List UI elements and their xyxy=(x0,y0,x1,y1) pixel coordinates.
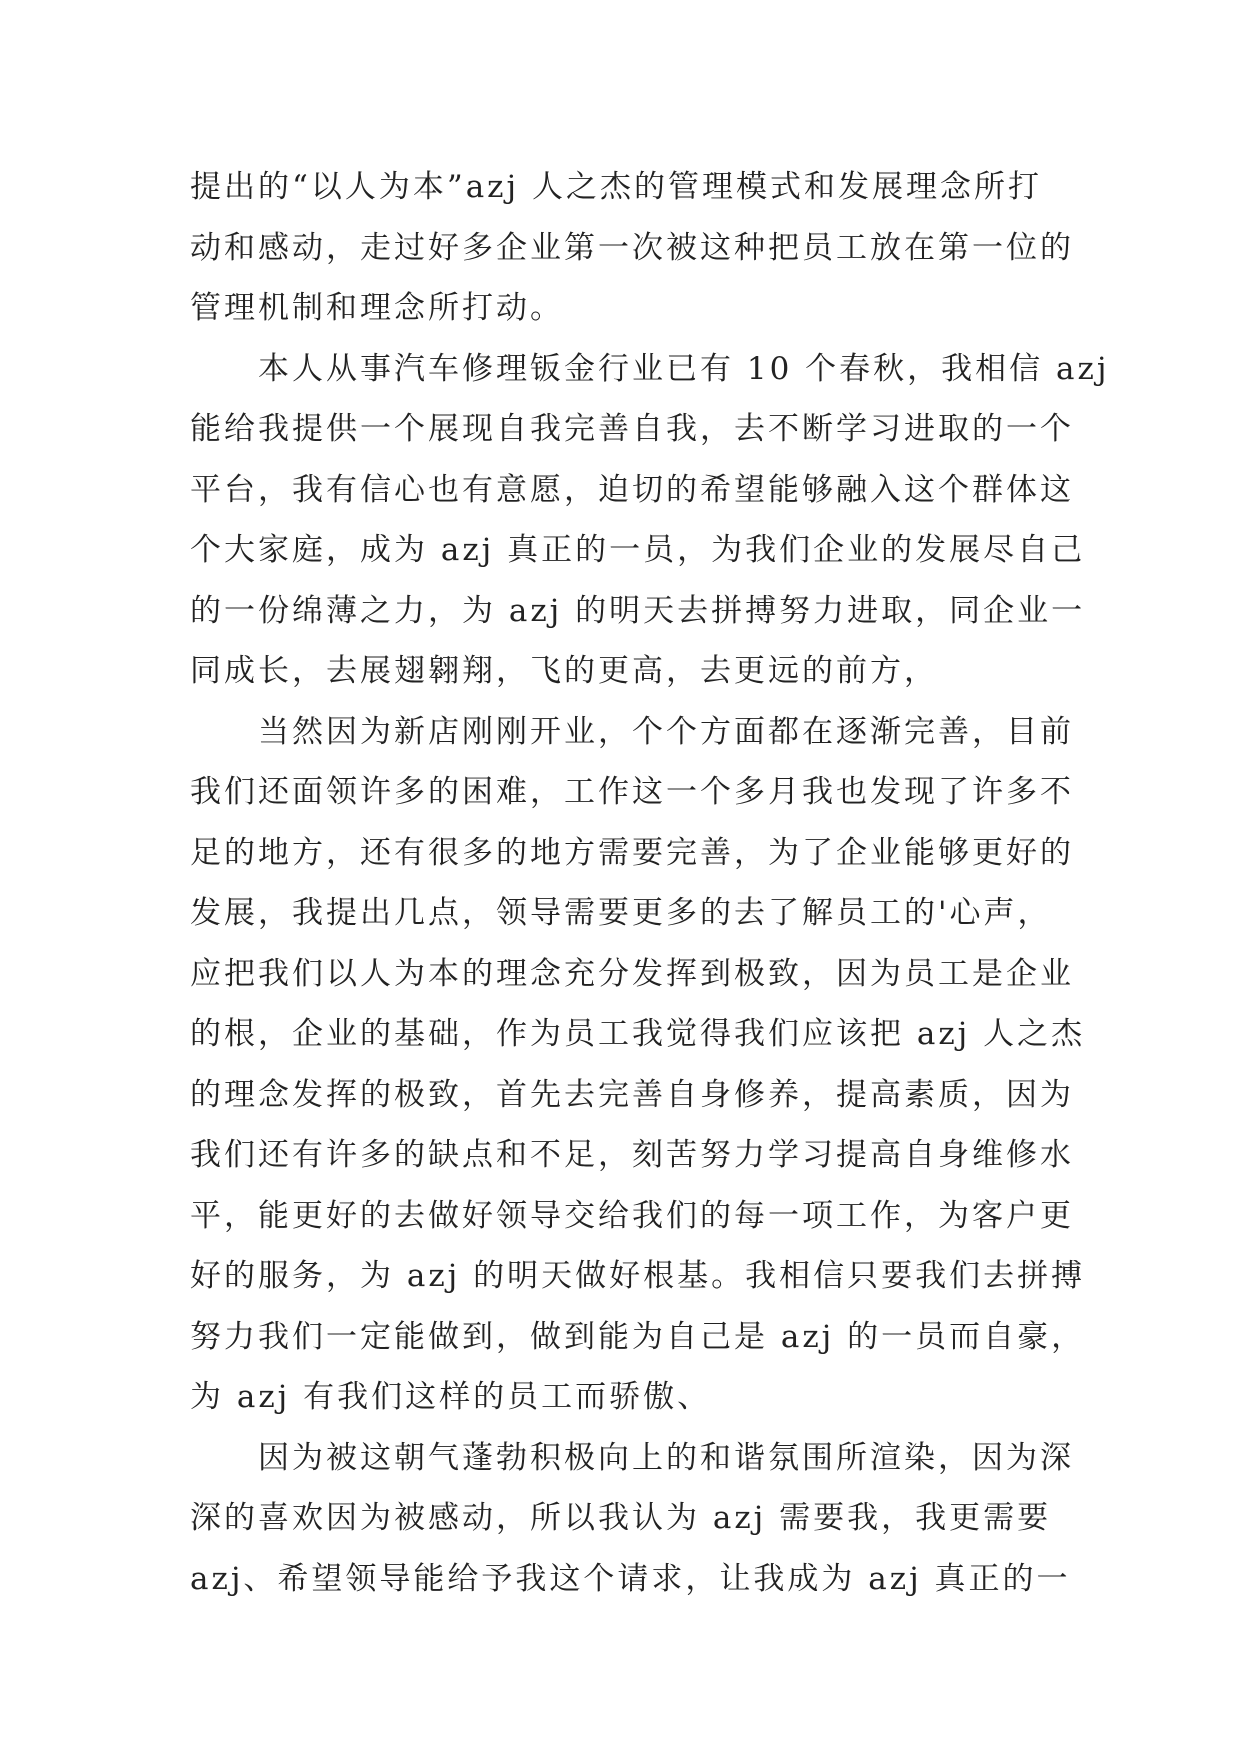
text-line: 的一份绵薄之力，为 azj 的明天去拼搏努力进取，同企业一 xyxy=(190,592,1086,629)
text-line: 动和感动，走过好多企业第一次被这种把员工放在第一位的 xyxy=(190,229,1074,266)
text-line: 管理机制和理念所打动。 xyxy=(190,290,564,326)
text-line: 足的地方，还有很多的地方需要完善，为了企业能够更好的 xyxy=(190,834,1074,871)
paragraph-first-line: 因为被这朝气蓬勃积极向上的和谐氛围所渲染，因为深 xyxy=(258,1439,1074,1476)
text-line: 我们还面领许多的困难，工作这一个多月我也发现了许多不 xyxy=(190,774,1074,810)
text-line: 努力我们一定能做到，做到能为自己是 azj 的一员而自豪， xyxy=(190,1318,1086,1355)
paragraph-first-line: 当然因为新店刚刚开业，个个方面都在逐渐完善，目前 xyxy=(258,713,1074,750)
body-text xyxy=(190,157,1110,1609)
text-line: 发展，我提出几点，领导需要更多的去了解员工的'心声， xyxy=(190,895,1052,931)
text-line: 个大家庭，成为 azj 真正的一员，为我们企业的发展尽自己 xyxy=(190,532,1086,568)
text-line: 能给我提供一个展现自我完善自我，去不断学习进取的一个 xyxy=(190,411,1074,447)
text-line: 的理念发挥的极致，首先去完善自身修养，提高素质，因为 xyxy=(190,1076,1074,1113)
text-line: 同成长，去展翅翱翔，飞的更高，去更远的前方， xyxy=(190,653,938,689)
text-line: 平，能更好的去做好领导交给我们的每一项工作，为客户更 xyxy=(190,1197,1074,1234)
text-line: 提出的“以人为本”azj 人之杰的管理模式和发展理念所打 xyxy=(190,169,1042,205)
text-line: 深的喜欢因为被感动，所以我认为 azj 需要我，我更需要 xyxy=(190,1500,1052,1536)
text-line: 我们还有许多的缺点和不足，刻苦努力学习提高自身维修水 xyxy=(190,1137,1074,1173)
text-line: 为 azj 有我们这样的员工而骄傲、 xyxy=(190,1379,712,1415)
paragraph-first-line: 本人从事汽车修理钣金行业已有 10 个春秋，我相信 azj xyxy=(258,350,1110,387)
text-line: 平台，我有信心也有意愿，迫切的希望能够融入这个群体这 xyxy=(190,471,1074,508)
text-line: 应把我们以人为本的理念充分发挥到极致，因为员工是企业 xyxy=(190,955,1074,992)
text-line: azj、希望领导能给予我这个请求，让我成为 azj 真正的一 xyxy=(190,1560,1071,1597)
text-line: 好的服务，为 azj 的明天做好根基。我相信只要我们去拼搏 xyxy=(190,1258,1086,1294)
text-line: 的根，企业的基础，作为员工我觉得我们应该把 azj 人之杰 xyxy=(190,1016,1086,1052)
